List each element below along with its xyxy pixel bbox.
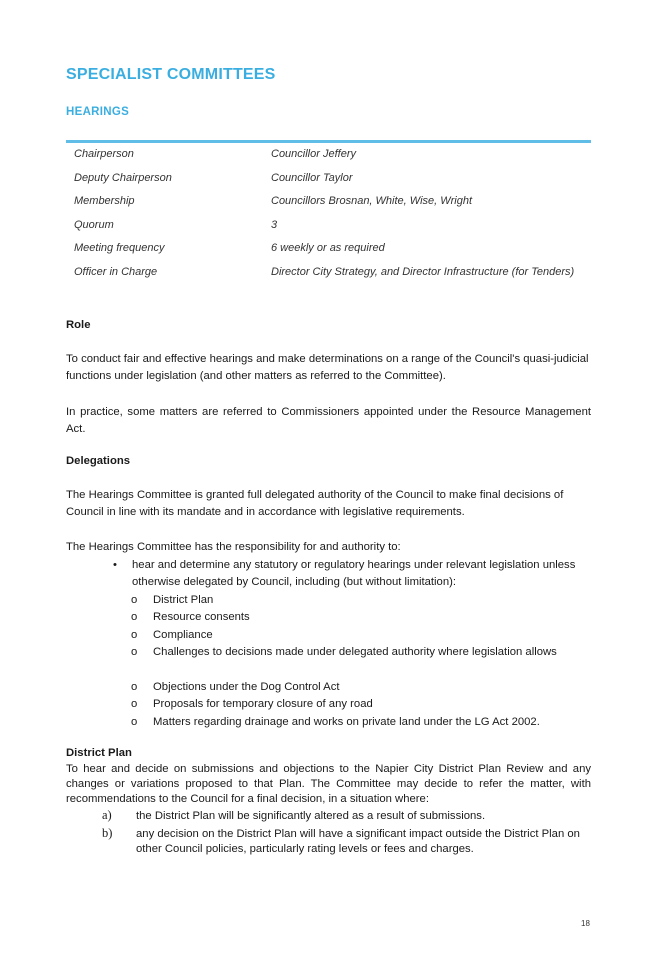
item-text: the District Plan will be significantly altered as a result of submissions. [136,810,486,822]
item-letter: b) [102,826,113,840]
sub-marker: o [131,716,138,728]
sub-item-text: District Plan [153,594,214,606]
sub-marker: o [131,629,138,641]
delegations-paragraph-2: The Hearings Committee has the responsibility for and authority to: [66,541,401,553]
row-label: Quorum [74,218,114,231]
sub-item-text: Challenges to decisions made under delegated authority where legislation allows [153,646,557,658]
table-row [74,264,591,281]
role-heading: Role [66,319,91,331]
row-label: Meeting frequency [74,242,165,254]
row-value: Councillor Jeffery [271,148,356,160]
section-subtitle: HEARINGS [66,106,130,118]
sub-item-text: Matters regarding drainage and works on private land under the LG Act 2002. [153,716,540,728]
row-value: Councillor Taylor [271,171,353,184]
sub-item-text: Objections under the Dog Control Act [153,681,340,693]
delegations-paragraph-1: The Hearings Committee is granted full delegated authority of the Council to make final decisions of Council in line with its mandate and in accordance with legislative requirements. [66,489,564,518]
row-label: Chairperson [74,148,134,160]
page-number: 18 [581,919,590,928]
row-label: Officer in Charge [74,265,158,278]
table-row [74,240,591,257]
sub-item-text: Compliance [153,629,213,641]
district-plan-heading: District Plan [66,747,132,759]
sub-marker: o [131,594,138,606]
table-row [74,146,591,163]
row-value: 3 [271,218,278,231]
page-title: SPECIALIST COMMITTEES [66,66,276,83]
sub-marker: o [131,698,138,710]
row-value: Councillors Brosnan, White, Wise, Wright [271,195,473,207]
row-label: Membership [74,195,135,207]
sub-item-text: Resource consents [153,611,250,623]
sub-marker: o [131,611,138,623]
sub-marker: o [131,646,138,658]
sub-marker: o [131,681,138,693]
row-value: Director City Strategy, and Director Infrastructure (for Tenders) [271,265,575,278]
table-row [74,217,591,234]
role-paragraph-1: To conduct fair and effective hearings and make determinations on a range of the Council's quasi-judicial functions under legislation (and other matters as referred to the Committee). [66,353,589,382]
bullet-text: hear and determine any statutory or regulatory hearings under relevant legislation unless otherwise delegated by Council, including (but without limitation): [132,559,576,588]
row-value: 6 weekly or as required [271,242,385,254]
table-row [74,170,591,187]
row-label: Deputy Chairperson [74,171,172,184]
sub-item-text: Proposals for temporary closure of any road [153,698,373,710]
district-plan-paragraph: To hear and decide on submissions and objections to the Napier City District Plan Review and any changes or variations proposed to that Plan. The Committee may decide to refer the matter, with recommendations to the Council for a final decision, in a situation where: [66,763,591,805]
table-row [74,193,591,210]
item-text: any decision on the District Plan will have a significant impact outside the District Plan on other Council policies, particularly rating levels or fees and charges. [136,828,580,855]
role-paragraph-2: In practice, some matters are referred to Commissioners appointed under the Resource Management Act. [66,406,591,435]
divider-rule [66,140,591,143]
delegations-heading: Delegations [66,455,131,467]
committee-info-table [74,146,591,287]
item-letter: a) [102,808,112,822]
bullet-marker: • [113,559,117,571]
